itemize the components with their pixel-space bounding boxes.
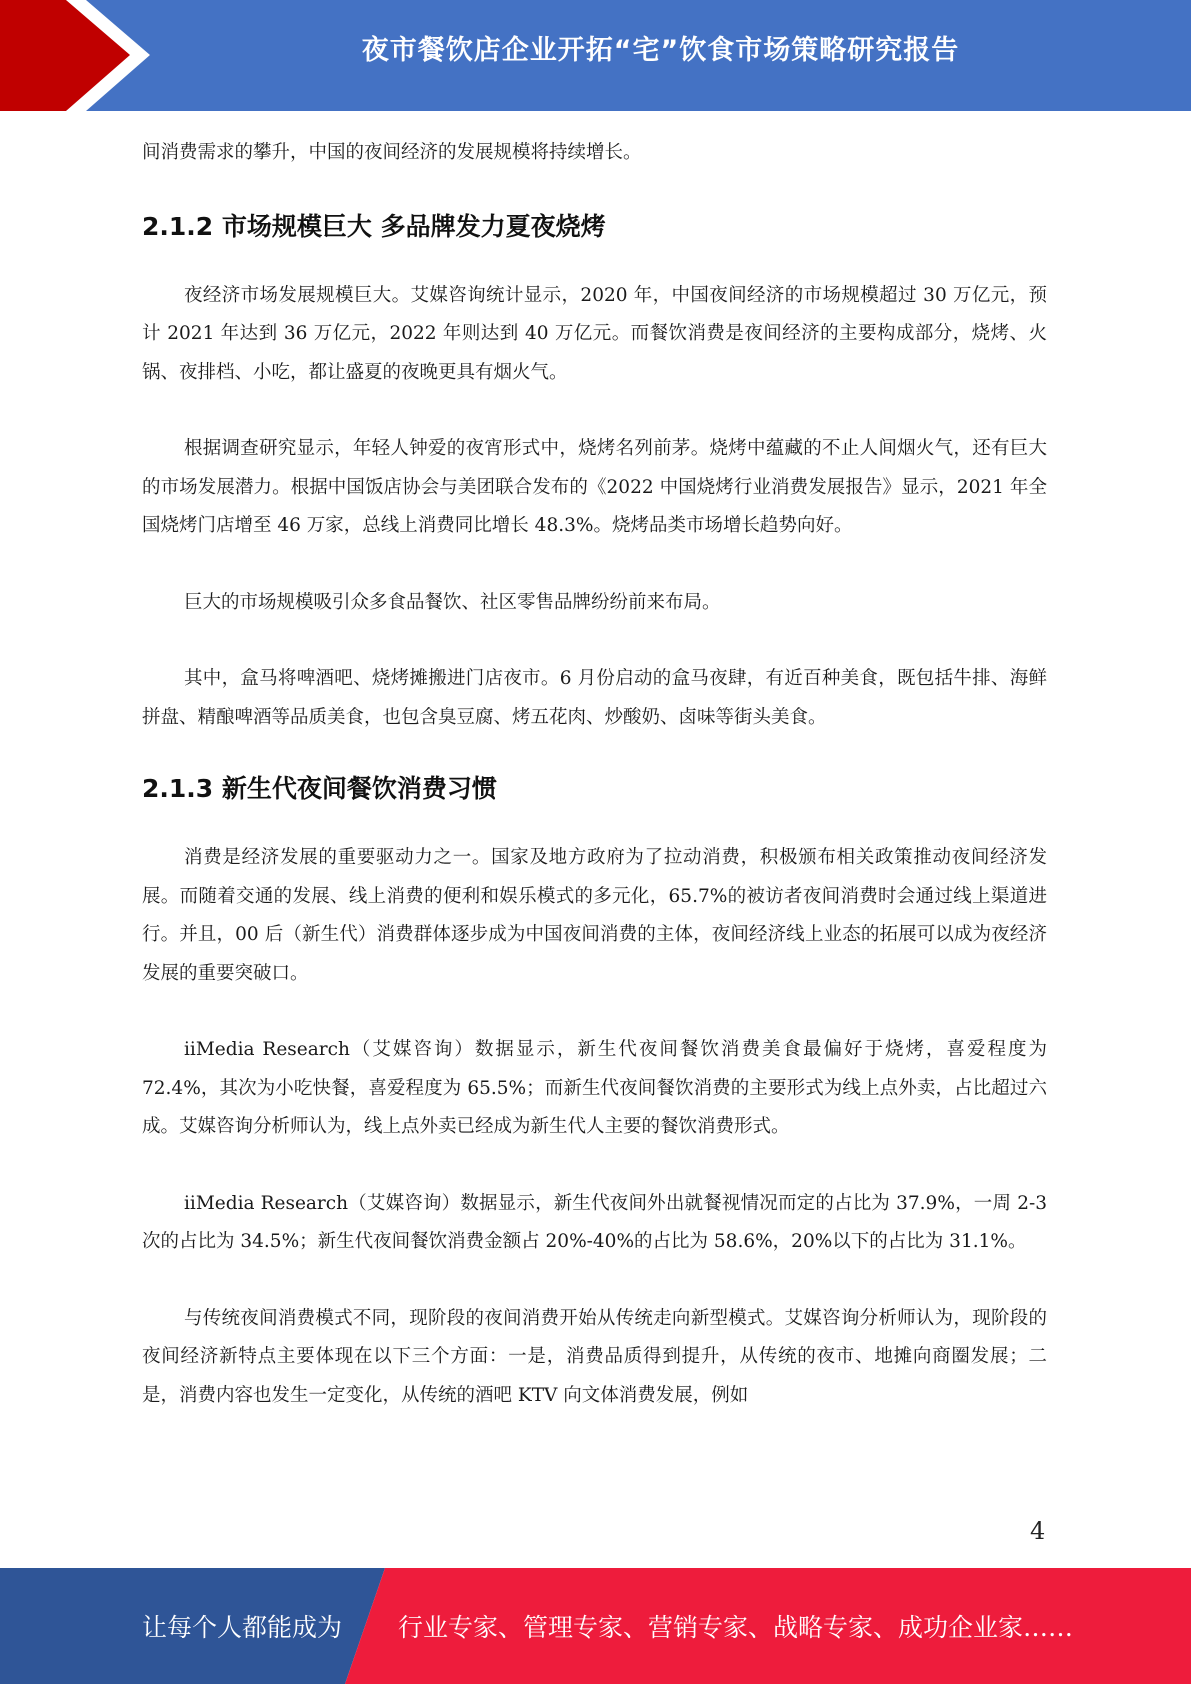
intro-paragraph: 间消费需求的攀升，中国的夜间经济的发展规模将持续增长。 — [142, 142, 642, 163]
paragraph: 消费是经济发展的重要驱动力之一。国家及地方政府为了拉动消费，积极颁布相关政策推动夜间经济发展。而随着交通的发展、线上消费的便利和娱乐模式的多元化，65.7%的被访者夜间消费时会通过线上渠道进行。并且，00 后（新生代）消费群体逐步成为中国夜间消费的主体，夜间经济线上业态的拓展可以成为夜经济发展的重要突破口。 — [142, 847, 1047, 984]
paragraph: 巨大的市场规模吸引众多食品餐饮、社区零售品牌纷纷前来布局。 — [184, 591, 721, 613]
page-number: 4 — [1030, 1517, 1046, 1545]
paragraph: 与传统夜间消费模式不同，现阶段的夜间消费开始从传统走向新型模式。艾媒咨询分析师认为，现阶段的夜间经济新特点主要体现在以下三个方面：一是，消费品质得到提升，从传统的夜市、地摊向商圈发展；二是，消费内容也发生一定变化，从传统的酒吧 KTV 向文体消费发展，例如 — [142, 1307, 1047, 1406]
report-title: 夜市餐饮店企业开拓“宅”饮食市场策略研究报告 — [361, 35, 960, 66]
paragraph: iiMedia Research（艾媒咨询）数据显示，新生代夜间外出就餐视情况而定的占比为 37.9%，一周 2-3 次的占比为 34.5%；新生代夜间餐饮消费金额占 20%-40%的占比为 58.6%，20%以下的占比为 31.1%。 — [142, 1192, 1047, 1252]
paragraph: 夜经济市场发展规模巨大。艾媒咨询统计显示，2020 年，中国夜间经济的市场规模超过 30 万亿元，预计 2021 年达到 36 万亿元，2022 年则达到 40 万亿元。而餐饮消费是夜间经济的主要构成部分，烧烤、火锅、夜排档、小吃，都让盛夏的夜晚更具有烟火气。 — [142, 284, 1047, 383]
section-heading-2-1-3: 2.1.3 新生代夜间餐饮消费习惯 — [142, 774, 497, 803]
page-content — [142, 134, 1047, 1415]
paragraph: 其中，盒马将啤酒吧、烧烤摊搬进门店夜市。6 月份启动的盒马夜肆，有近百种美食，既包括牛排、海鲜拼盘、精酿啤酒等品质美食，也包含臭豆腐、烤五花肉、炒酸奶、卤味等街头美食。 — [142, 668, 1047, 728]
section-heading-2-1-2: 2.1.2 市场规模巨大 多品牌发力夏夜烧烤 — [142, 211, 606, 241]
paragraph: iiMedia Research（艾媒咨询）数据显示，新生代夜间餐饮消费美食最偏好于烧烤，喜爱程度为 72.4%，其次为小吃快餐，喜爱程度为 65.5%；而新生代夜间餐饮消费的主要形式为线上点外卖，占比超过六成。艾媒咨询分析师认为，线上点外卖已经成为新生代人主要的餐饮消费形式。 — [142, 1039, 1047, 1137]
paragraph: 根据调查研究显示，年轻人钟爱的夜宵形式中，烧烤名列前茅。烧烤中蕴藏的不止人间烟火气，还有巨大的市场发展潜力。根据中国饭店协会与美团联合发布的《2022 中国烧烤行业消费发展报告》显示，2021 年全国烧烤门店增至 46 万家，总线上消费同比增长 48.3%。烧烤品类市场增长趋势向好。 — [142, 438, 1047, 536]
footer-slogan-right: 行业专家、管理专家、营销专家、战略专家、成功企业家…… — [398, 1613, 1074, 1642]
page-header — [0, 0, 1191, 111]
page-footer — [0, 1568, 1191, 1684]
footer-slogan-left: 让每个人都能成为 — [142, 1613, 343, 1642]
